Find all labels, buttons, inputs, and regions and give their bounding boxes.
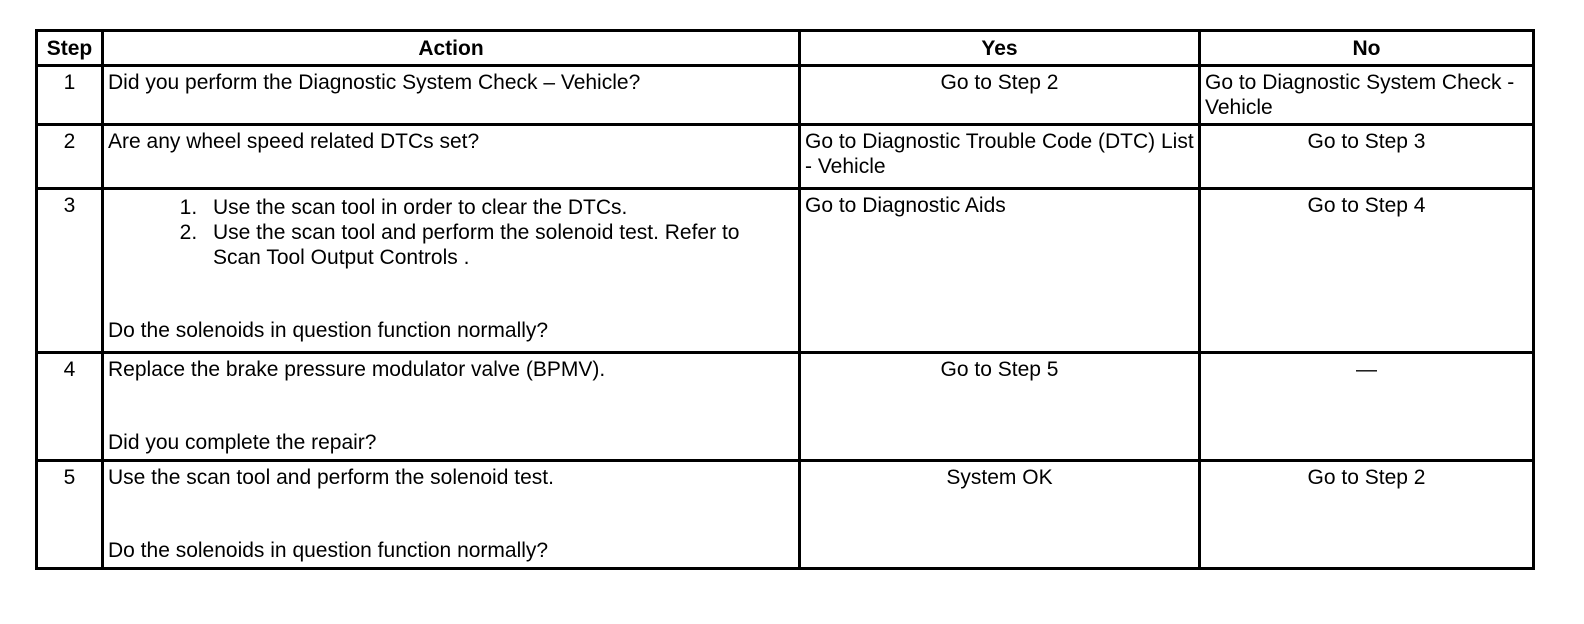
table-row-step-2 bbox=[37, 125, 1534, 189]
substep-item: 1. Use the scan tool in order to clear the DTCs. bbox=[203, 195, 794, 220]
action-text: Replace the brake pressure modulator valve (BPMV). bbox=[108, 358, 606, 381]
header-row bbox=[37, 31, 1534, 66]
no-result: Go to Step 3 bbox=[1200, 125, 1534, 189]
header-step: Step bbox=[37, 31, 103, 66]
no-result: Go to Step 2 bbox=[1200, 461, 1534, 569]
step-number: 2 bbox=[37, 125, 103, 189]
table-row-step-1 bbox=[37, 66, 1534, 125]
header-yes: Yes bbox=[800, 31, 1200, 66]
header-action: Action bbox=[103, 31, 800, 66]
yes-result: Go to Diagnostic Aids bbox=[800, 189, 1200, 353]
table-row-step-3 bbox=[37, 189, 1534, 353]
substep-list bbox=[108, 195, 794, 270]
table-row-step-4 bbox=[37, 353, 1534, 461]
action-text: Did you perform the Diagnostic System Check – Vehicle? bbox=[103, 66, 800, 125]
step-number: 3 bbox=[37, 189, 103, 353]
step-number: 4 bbox=[37, 353, 103, 461]
question-text: Did you complete the repair? bbox=[108, 431, 377, 454]
no-result: — bbox=[1200, 353, 1534, 461]
no-result: Go to Diagnostic System Check - Vehicle bbox=[1200, 66, 1534, 125]
action-text: Are any wheel speed related DTCs set? bbox=[103, 125, 800, 189]
action-text: Use the scan tool and perform the solenoid test. bbox=[108, 466, 554, 489]
question-text: Do the solenoids in question function normally? bbox=[108, 539, 549, 562]
action-cell bbox=[103, 461, 800, 569]
action-cell bbox=[103, 189, 800, 353]
yes-result: System OK bbox=[800, 461, 1200, 569]
yes-result: Go to Diagnostic Trouble Code (DTC) List - Vehicle bbox=[800, 125, 1200, 189]
header-no: No bbox=[1200, 31, 1534, 66]
step-number: 5 bbox=[37, 461, 103, 569]
step-number: 1 bbox=[37, 66, 103, 125]
diagnostic-table bbox=[35, 29, 1535, 570]
question-text: Do the solenoids in question function normally? bbox=[108, 319, 549, 342]
substep-item: 2. Use the scan tool and perform the solenoid test. Refer to Scan Tool Output Controls . bbox=[203, 220, 773, 270]
yes-result: Go to Step 5 bbox=[800, 353, 1200, 461]
yes-result: Go to Step 2 bbox=[800, 66, 1200, 125]
no-result: Go to Step 4 bbox=[1200, 189, 1534, 353]
action-cell bbox=[103, 353, 800, 461]
table-row-step-5 bbox=[37, 461, 1534, 569]
